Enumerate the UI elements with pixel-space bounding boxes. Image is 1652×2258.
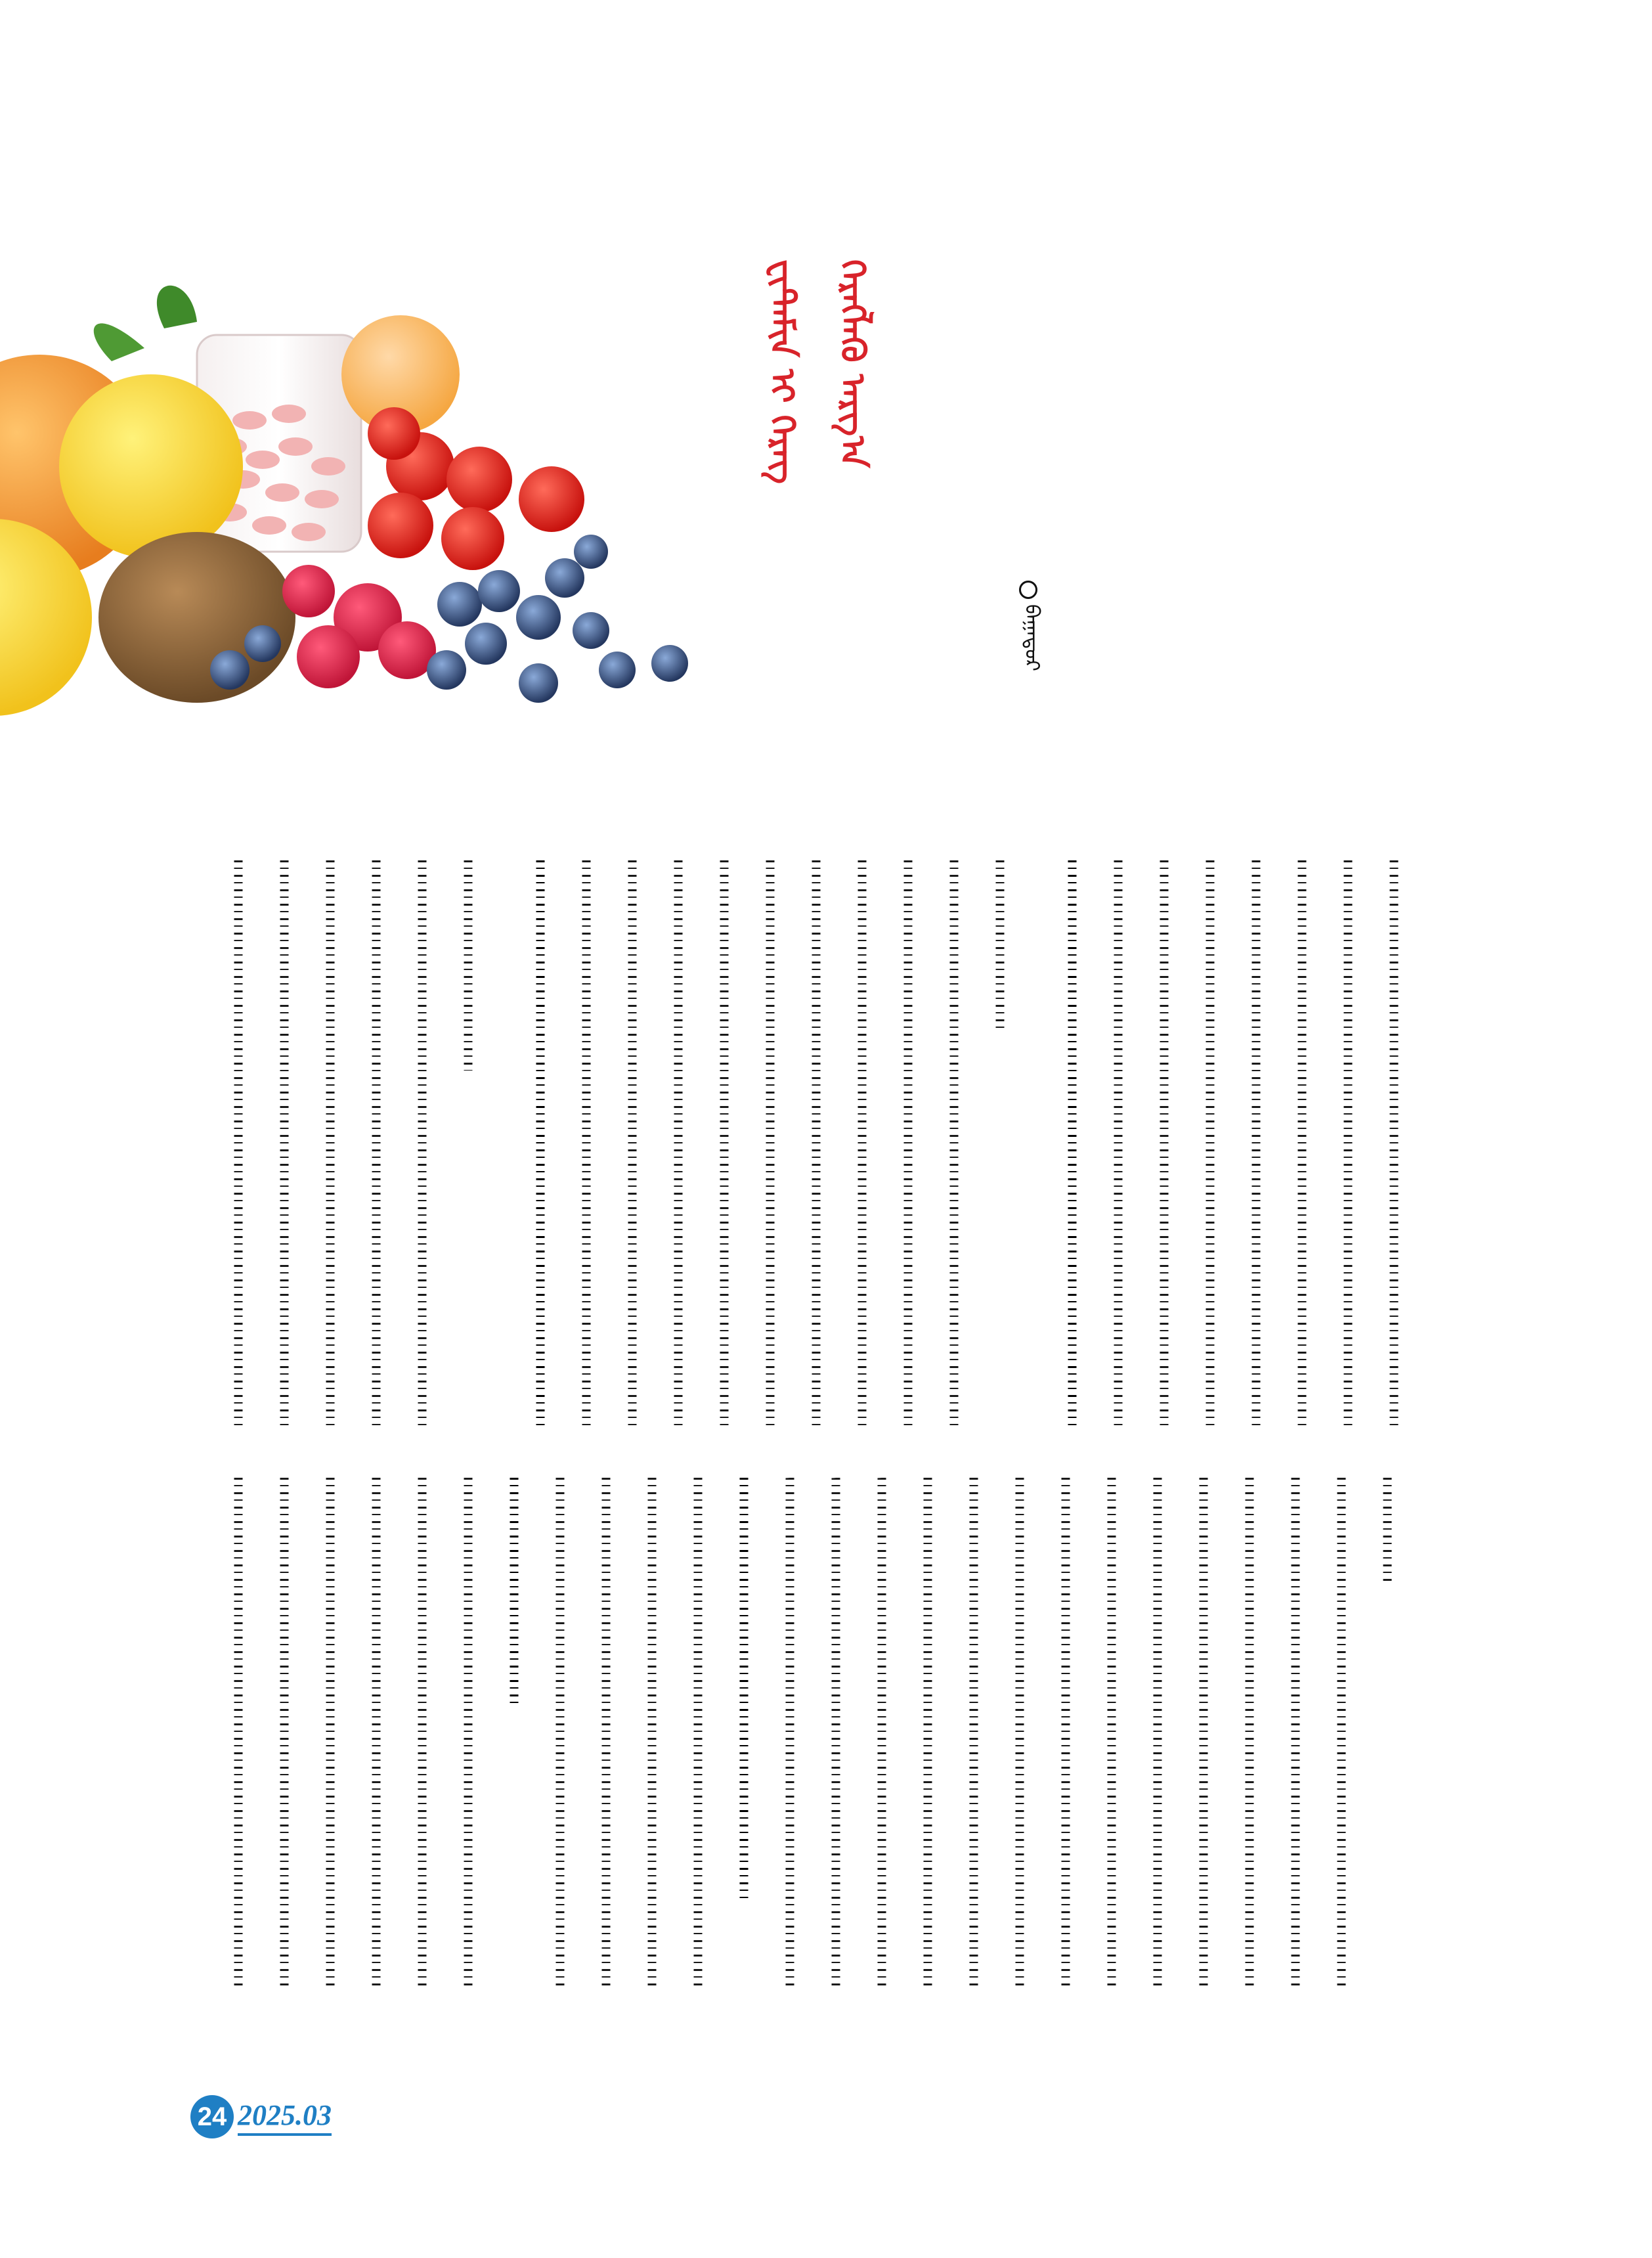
text-line [964, 1478, 984, 1990]
author-name: ᠪᠠᠭᠠᠲᠤᠷ [1020, 604, 1043, 672]
text-line [806, 860, 826, 1425]
text-line [576, 860, 596, 1425]
text-line [826, 1477, 846, 1990]
text-line [1332, 1478, 1351, 1990]
text-line [320, 1478, 340, 1990]
text-line [1056, 1478, 1076, 1990]
text-line [944, 860, 964, 1425]
text-line [642, 1478, 662, 1990]
article-title-line-2: ᠬᠡᠷᠡᠭᠯᠡᠬᠦ ᠠᠷᠭ᠎ᠠ [833, 259, 873, 468]
text-line [760, 860, 780, 1425]
text-line [412, 860, 432, 1425]
text-line [1062, 860, 1082, 1425]
text-line [688, 1478, 708, 1990]
text-line [458, 860, 478, 1071]
text-line [531, 860, 550, 1425]
text-line [1200, 860, 1220, 1425]
text-line [1246, 860, 1266, 1425]
text-line [274, 1478, 294, 1990]
text-line [320, 860, 340, 1425]
article-title-line-1: ᠸᠢᠲ᠋ᠠᠮᠢᠨ ᠢ ᠭᠡᠷᠡᠭ [762, 259, 802, 485]
text-line [1108, 860, 1128, 1425]
author-circle-icon [1019, 581, 1037, 599]
text-line [622, 860, 642, 1425]
text-line [504, 1478, 524, 1708]
text-line [1338, 860, 1358, 1425]
text-line [458, 1478, 478, 1990]
text-line [366, 860, 386, 1425]
text-line [734, 1478, 754, 1898]
text-line [898, 860, 918, 1425]
text-line [780, 1477, 800, 1990]
text-line [1384, 860, 1404, 1425]
page-footer [190, 2094, 332, 2140]
text-line [668, 860, 688, 1425]
text-line [274, 860, 294, 1425]
text-line [366, 1478, 386, 1990]
text-line [714, 860, 734, 1425]
text-line [852, 860, 872, 1425]
text-line [1378, 1478, 1397, 1583]
text-line [1010, 1478, 1030, 1990]
text-line [1286, 1478, 1305, 1990]
text-line [596, 1478, 616, 1990]
text-line [918, 1478, 938, 1990]
text-line [228, 1478, 248, 1990]
text-line [228, 860, 248, 1425]
text-line [1194, 1478, 1213, 1990]
page-number: 24 [190, 2095, 234, 2138]
text-line [1154, 860, 1174, 1425]
issue-date: 2025.03 [238, 2098, 332, 2136]
text-line [1148, 1478, 1167, 1990]
text-line [990, 860, 1010, 1031]
fruit-vitamin-illustration [0, 250, 716, 742]
text-line [872, 1477, 892, 1990]
text-line [1240, 1478, 1259, 1990]
text-line [1292, 860, 1312, 1425]
text-line [1102, 1478, 1121, 1990]
text-line [550, 1478, 570, 1990]
text-line [412, 1478, 432, 1990]
